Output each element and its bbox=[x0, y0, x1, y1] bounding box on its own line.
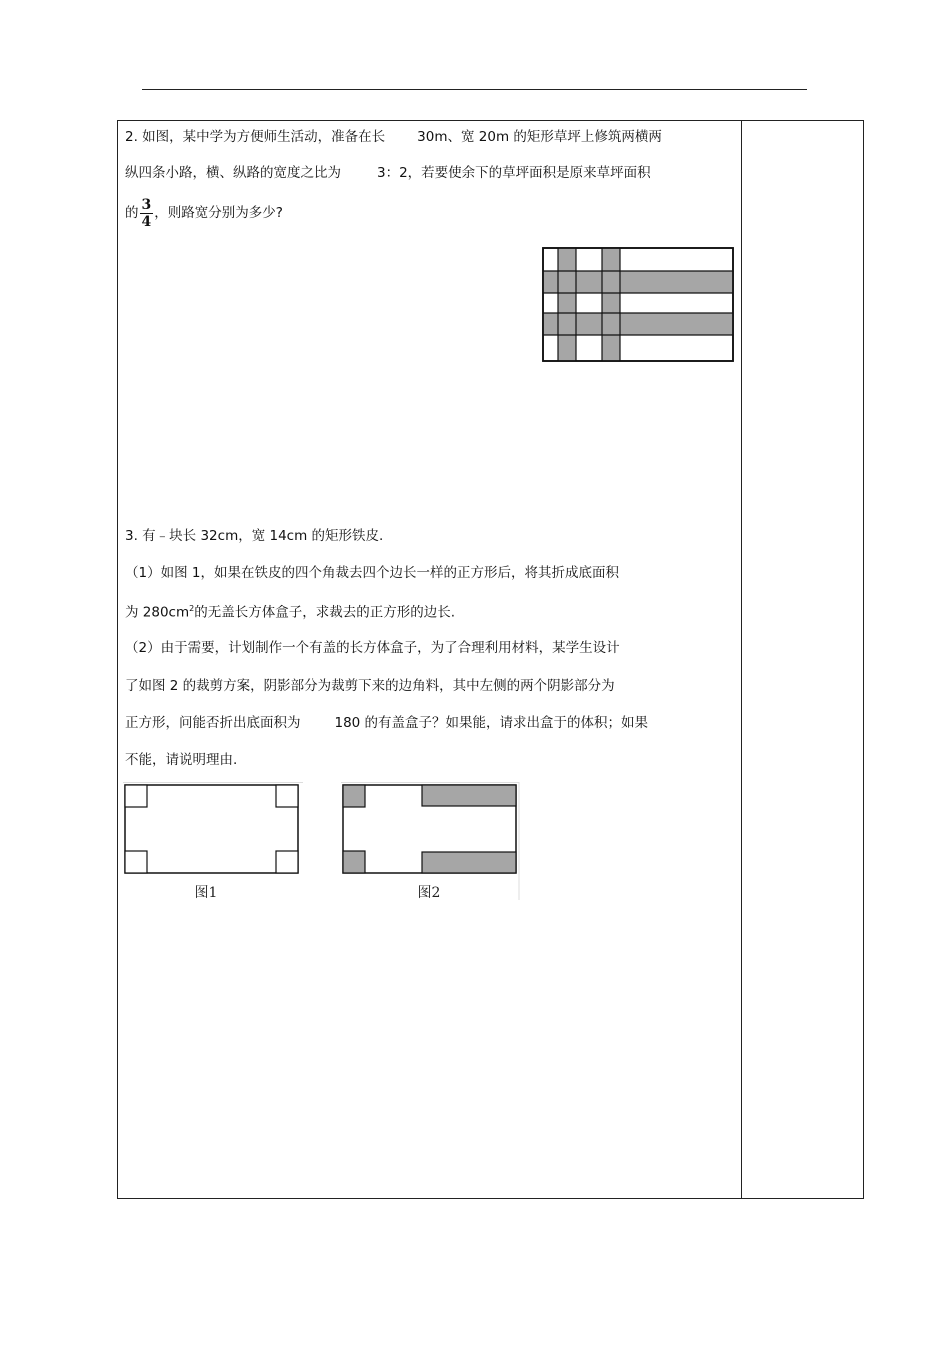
corner-square bbox=[276, 785, 298, 807]
superscript-2: 2 bbox=[189, 604, 195, 613]
corner-square bbox=[276, 851, 298, 873]
q2-line-3a: 的 bbox=[125, 205, 139, 221]
q2-line-2b: 3：2，若要使余下的草坪面积是原来草坪面积 bbox=[377, 165, 651, 181]
cut-strip-top bbox=[422, 785, 516, 806]
q3-part2-line-2: 了如图 2 的裁剪方案，阴影部分为裁剪下来的边角料，其中左侧的两个阴影部分为 bbox=[125, 678, 615, 694]
corner-square bbox=[125, 785, 147, 807]
figure-2-caption: 图2 bbox=[417, 885, 441, 900]
vertical-path-1 bbox=[558, 248, 576, 361]
corner-square bbox=[125, 851, 147, 873]
worksheet-table bbox=[117, 120, 864, 1199]
table-column-divider bbox=[741, 120, 742, 1199]
q2-line-1 bbox=[125, 128, 662, 146]
q2-line-3b: ，则路宽分别为多少? bbox=[154, 205, 283, 221]
q2-line-1b: 30m、宽 20m 的矩形草坪上修筑两横两 bbox=[417, 129, 662, 145]
cut-square-top bbox=[343, 785, 365, 807]
cut-square-bottom bbox=[343, 851, 365, 873]
fraction-denominator: 4 bbox=[141, 213, 152, 230]
q3-part2-line-1: （2）由于需要，计划制作一个有盖的长方体盒子，为了合理利用材料，某学生设计 bbox=[125, 640, 620, 656]
horizontal-path-2 bbox=[543, 313, 733, 335]
q2-line-2 bbox=[125, 164, 651, 182]
q3-part1-line-2a: 为 280cm bbox=[125, 604, 190, 621]
fraction-numerator: 3 bbox=[141, 196, 152, 213]
horizontal-path-1 bbox=[543, 271, 733, 293]
q3-line-1: 3. 有﹣块长 32cm，宽 14cm 的矩形铁皮. bbox=[125, 528, 384, 544]
q3-part2-line-3 bbox=[125, 714, 648, 732]
lawn-paths-figure bbox=[541, 247, 735, 363]
header-rule bbox=[142, 89, 807, 90]
sheet-outline-1 bbox=[125, 785, 298, 873]
figure-1-caption: 图1 bbox=[194, 885, 218, 900]
q3-part1-line-2b: 的无盖长方体盒子，求裁去的正方形的边长. bbox=[194, 604, 456, 621]
q3-part2-line-4: 不能，请说明理由. bbox=[125, 752, 238, 768]
fraction-three-quarters bbox=[140, 197, 154, 230]
q2-line-1a: 2. 如图，某中学为方便师生活动，准备在长 bbox=[125, 129, 386, 145]
vertical-path-2 bbox=[602, 248, 620, 361]
cut-strip-bottom bbox=[422, 852, 516, 873]
q3-part2-line-3a: 正方形，问能否折出底面积为 bbox=[125, 715, 301, 731]
cutting-figures bbox=[123, 782, 521, 900]
q2-line-2a: 纵四条小路，横、纵路的宽度之比为 bbox=[125, 165, 341, 181]
q3-part1-line-1: （1）如图 1，如果在铁皮的四个角裁去四个边长一样的正方形后，将其折成底面积 bbox=[125, 565, 619, 581]
q3-part2-line-3b: 180 的有盖盒子？如果能，请求出盒于的体积；如果 bbox=[334, 715, 649, 731]
side-column-mark bbox=[746, 120, 756, 121]
q3-part1-line-2 bbox=[125, 600, 455, 622]
q2-line-3 bbox=[125, 196, 283, 230]
